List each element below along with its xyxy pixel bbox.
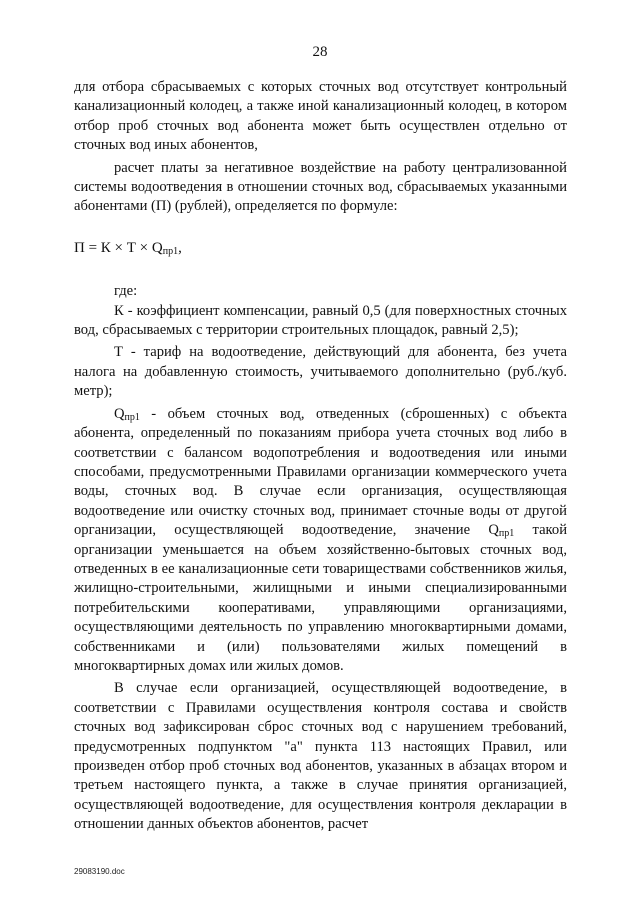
paragraph-fee-calculation: расчет платы за негативное воздействие на работу централизованной системы водоотведения в отношении сточных вод, сбрасываемых указанными абонентами (П) (рублей), определяется по формуле: — [74, 159, 567, 215]
paragraph-violation-case: В случае если организацией, осуществляющей водоотведение, в соответствии с Правилами осуществления контроля состава и свойств сточных вод зафиксирован сброс сточных вод с нарушением требований, предусмотренных подпунктом "а" пункта 113 настоящих Правил, или произведен отбор проб сточных вод абонентов, указанных в абзацах втором и третьем настоящего пункта, а также в случае принятия организацией, осуществляющей водоотведение, для осуществления контроля декларации в отношении данных объектов абонентов, расчет — [74, 680, 567, 833]
where-label: где: — [114, 283, 138, 300]
formula — [74, 239, 567, 258]
q-subscript: пр1 — [124, 411, 140, 423]
q-subscript-2: пр1 — [498, 528, 515, 540]
page-number: 28 — [312, 44, 328, 60]
q-definition-text-2: такой организации уменьшается на объем хозяйственно-бытовых сточных вод, отведенных в ее канализационные сети товариществами собственников жилья, жилищно-строительными, жилищными и иными специализированными потребительскими кооперативами, управляющими организациями, осуществляющими деятельность по управлению многоквартирными домами, собственниками и (или) пользователями жилых помещений в многоквартирных домах или жилых домов. — [74, 522, 567, 674]
formula-subscript: пр1 — [162, 245, 179, 257]
formula-end: , — [178, 239, 182, 256]
q-symbol-2: Q — [488, 522, 499, 539]
formula-main: П = К × Т × Q — [74, 239, 163, 256]
footer-filename: 29083190.doc — [74, 867, 125, 876]
definition-q — [74, 405, 567, 677]
q-symbol: Q — [114, 405, 125, 422]
paragraph-sampling-well: для отбора сбрасываемых с которых сточных вод отсутствует контрольный канализационный колодец, а также иной канализационный колодец, в котором отбор проб сточных вод абонента может быть осуществлен отдельно от сточных вод иных абонентов, — [74, 79, 567, 154]
definition-k: К - коэффициент компенсации, равный 0,5 (для поверхностных сточных вод, сбрасываемых с территории строительных площадок, равный 2,5); — [74, 302, 567, 339]
definition-t: Т - тариф на водоотведение, действующий для абонента, без учета налога на добавленную стоимость, учитываемого дополнительно (руб./куб. метр); — [74, 344, 567, 400]
document-body — [74, 78, 567, 835]
q-definition-text-1: - объем сточных вод, отведенных (сброшенных) с объекта абонента, определенный по показаниям прибора учета сточных вод либо в соответствии с балансом водопотребления и водоотведения или иными способами, предусмотренными Правилами организации коммерческого учета воды, сточных вод. В случае если организация, осуществляющая водоотведение или очистку сточных вод, принимает сточные воды от другой организации, осуществляющей водоотведение, значение — [74, 405, 567, 539]
